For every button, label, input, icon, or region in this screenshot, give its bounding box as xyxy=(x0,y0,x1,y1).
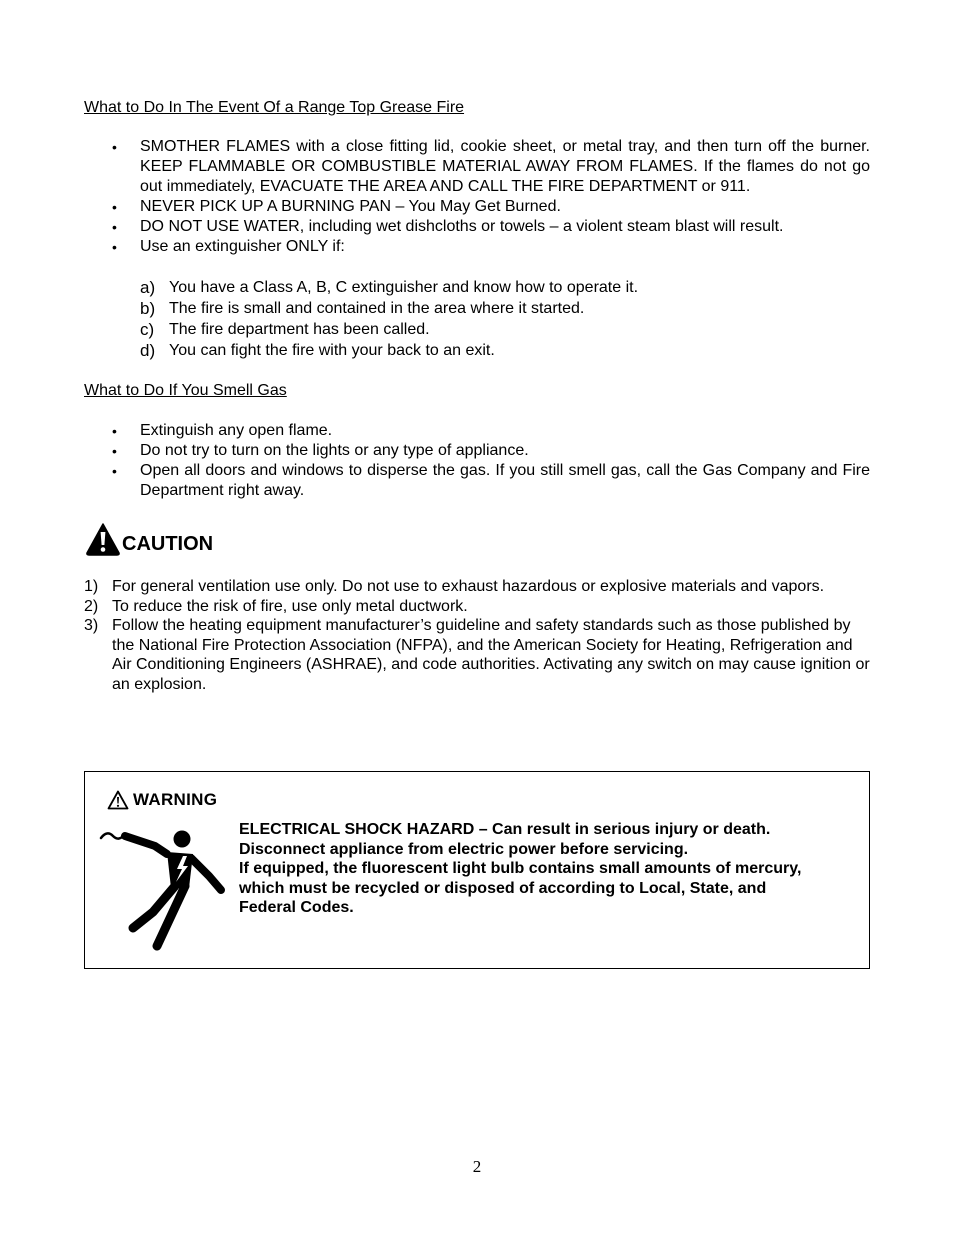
list-marker: b) xyxy=(140,299,156,318)
list-item xyxy=(84,577,870,597)
list-item-text: To reduce the risk of fire, use only metal ductwork. xyxy=(112,597,468,615)
list-item-text: Follow the heating equipment manufacturer’s guideline and safety standards such as those published by the National Fire Protection Association (NFPA), and the American Society for Heating, Refrigeration and Air Conditioning Engineers (ASHRAE), and code authorities. Activating any switch on may cause ignition or an explosion. xyxy=(112,617,870,693)
grease-fire-bullet-list xyxy=(84,137,870,257)
warning-box xyxy=(84,771,870,969)
list-marker: 1) xyxy=(84,578,99,595)
list-item: • Do not try to turn on the lights or any type of appliance. xyxy=(84,441,870,461)
caution-numbered-list xyxy=(84,577,870,695)
list-item xyxy=(140,277,870,298)
warning-line: Federal Codes. xyxy=(239,899,354,917)
smell-gas-bullet-list xyxy=(84,421,870,501)
list-item-text: You can fight the fire with your back to an exit. xyxy=(169,342,495,359)
section-heading-grease-fire: What to Do In The Event Of a Range Top Grease Fire xyxy=(84,99,465,116)
warning-line: which must be recycled or disposed of according to Local, State, and xyxy=(239,879,767,897)
warning-line: Disconnect appliance from electric power before servicing. xyxy=(239,840,689,858)
list-item xyxy=(84,616,870,694)
page-number: 2 xyxy=(472,1157,482,1176)
list-item: • Open all doors and windows to disperse the gas. If you still smell gas, call the Gas Company and Fire Department right away. xyxy=(84,461,870,501)
warning-label-text: WARNING xyxy=(133,790,218,809)
list-item: • DO NOT USE WATER, including wet dishcloths or towels – a violent steam blast will result. xyxy=(84,217,870,237)
warning-triangle-icon xyxy=(107,790,129,810)
list-item-text: You have a Class A, B, C extinguisher and know how to operate it. xyxy=(169,279,639,296)
caution-heading xyxy=(86,520,213,556)
warning-label xyxy=(107,790,217,810)
list-item xyxy=(84,597,870,617)
list-marker: d) xyxy=(140,341,156,360)
list-item xyxy=(140,319,870,340)
list-item: • Extinguish any open flame. xyxy=(84,421,870,441)
extinguisher-conditions-list xyxy=(140,277,870,361)
list-marker: c) xyxy=(140,320,155,339)
warning-line: If equipped, the fluorescent light bulb contains small amounts of mercury, xyxy=(239,860,802,878)
list-marker: 2) xyxy=(84,597,99,615)
warning-message xyxy=(239,820,859,918)
electric-shock-person-icon xyxy=(97,824,237,952)
list-item xyxy=(140,298,870,319)
list-item xyxy=(140,340,870,361)
list-item-text: The fire is small and contained in the area where it started. xyxy=(169,300,585,317)
list-item: • Use an extinguisher ONLY if: xyxy=(84,237,870,257)
section-heading-smell-gas: What to Do If You Smell Gas xyxy=(84,382,287,399)
list-marker: a) xyxy=(140,278,156,297)
list-item: • NEVER PICK UP A BURNING PAN – You May Get Burned. xyxy=(84,197,870,217)
list-marker: 3) xyxy=(84,617,99,635)
caution-title: CAUTION xyxy=(122,533,214,555)
caution-triangle-icon xyxy=(86,522,120,556)
list-item: • SMOTHER FLAMES with a close fitting lid, cookie sheet, or metal tray, and then turn off the burner. KEEP FLAMMABLE OR COMBUSTIBLE MATERIAL AWAY FROM FLAMES. If the flames do not go out immediately, EVACUATE THE AREA AND CALL THE FIRE DEPARTMENT or 911. xyxy=(84,137,870,197)
list-item-text: For general ventilation use only. Do not use to exhaust hazardous or explosive materials and vapors. xyxy=(112,578,825,595)
list-item-text: The fire department has been called. xyxy=(169,321,430,338)
warning-line: ELECTRICAL SHOCK HAZARD – Can result in serious injury or death. xyxy=(239,821,771,838)
